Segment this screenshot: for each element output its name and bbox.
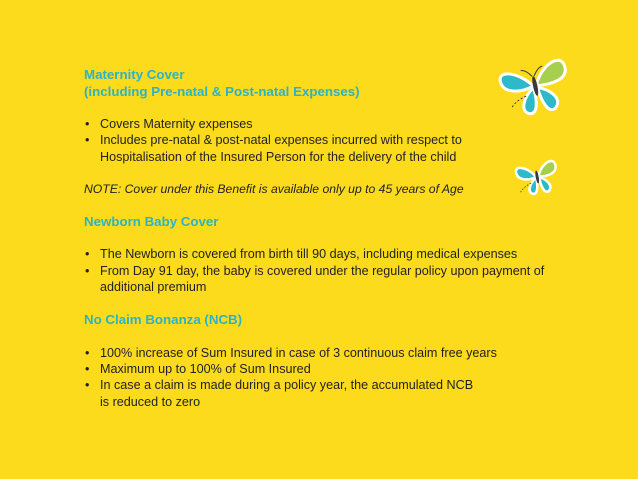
butterfly-icon [512,153,562,199]
maternity-heading-line2: (including Pre-natal & Post-natal Expenses) [84,83,360,99]
list-item: • From Day 91 day, the baby is covered under the regular policy upon payment of additional premium [84,263,554,296]
list-item: • Includes pre-natal & post-natal expenses incurred with respect to Hospitalisation of the Insured Person for the delivery of the child [84,132,554,165]
newborn-bullets [84,246,554,295]
list-item: • Maximum up to 100% of Sum Insured [84,361,554,377]
list-item: • 100% increase of Sum Insured in case of 3 continuous claim free years [84,345,554,361]
maternity-heading [84,67,554,100]
maternity-bullets [84,116,554,165]
ncb-heading: No Claim Bonanza (NCB) [84,312,243,328]
list-item: • The Newborn is covered from birth till 90 days, including medical expenses [84,246,554,262]
butterfly-icon [494,48,576,122]
maternity-note: NOTE: Cover under this Benefit is available only up to 45 years of Age [84,181,464,196]
list-item: • Covers Maternity expenses [84,116,554,132]
slide-content [84,67,554,410]
newborn-heading: Newborn Baby Cover [84,213,219,229]
list-item: • In case a claim is made during a policy year, the accumulated NCB is reduced to zero [84,377,554,410]
ncb-bullets [84,345,554,410]
maternity-heading-line1: Maternity Cover [84,67,185,82]
